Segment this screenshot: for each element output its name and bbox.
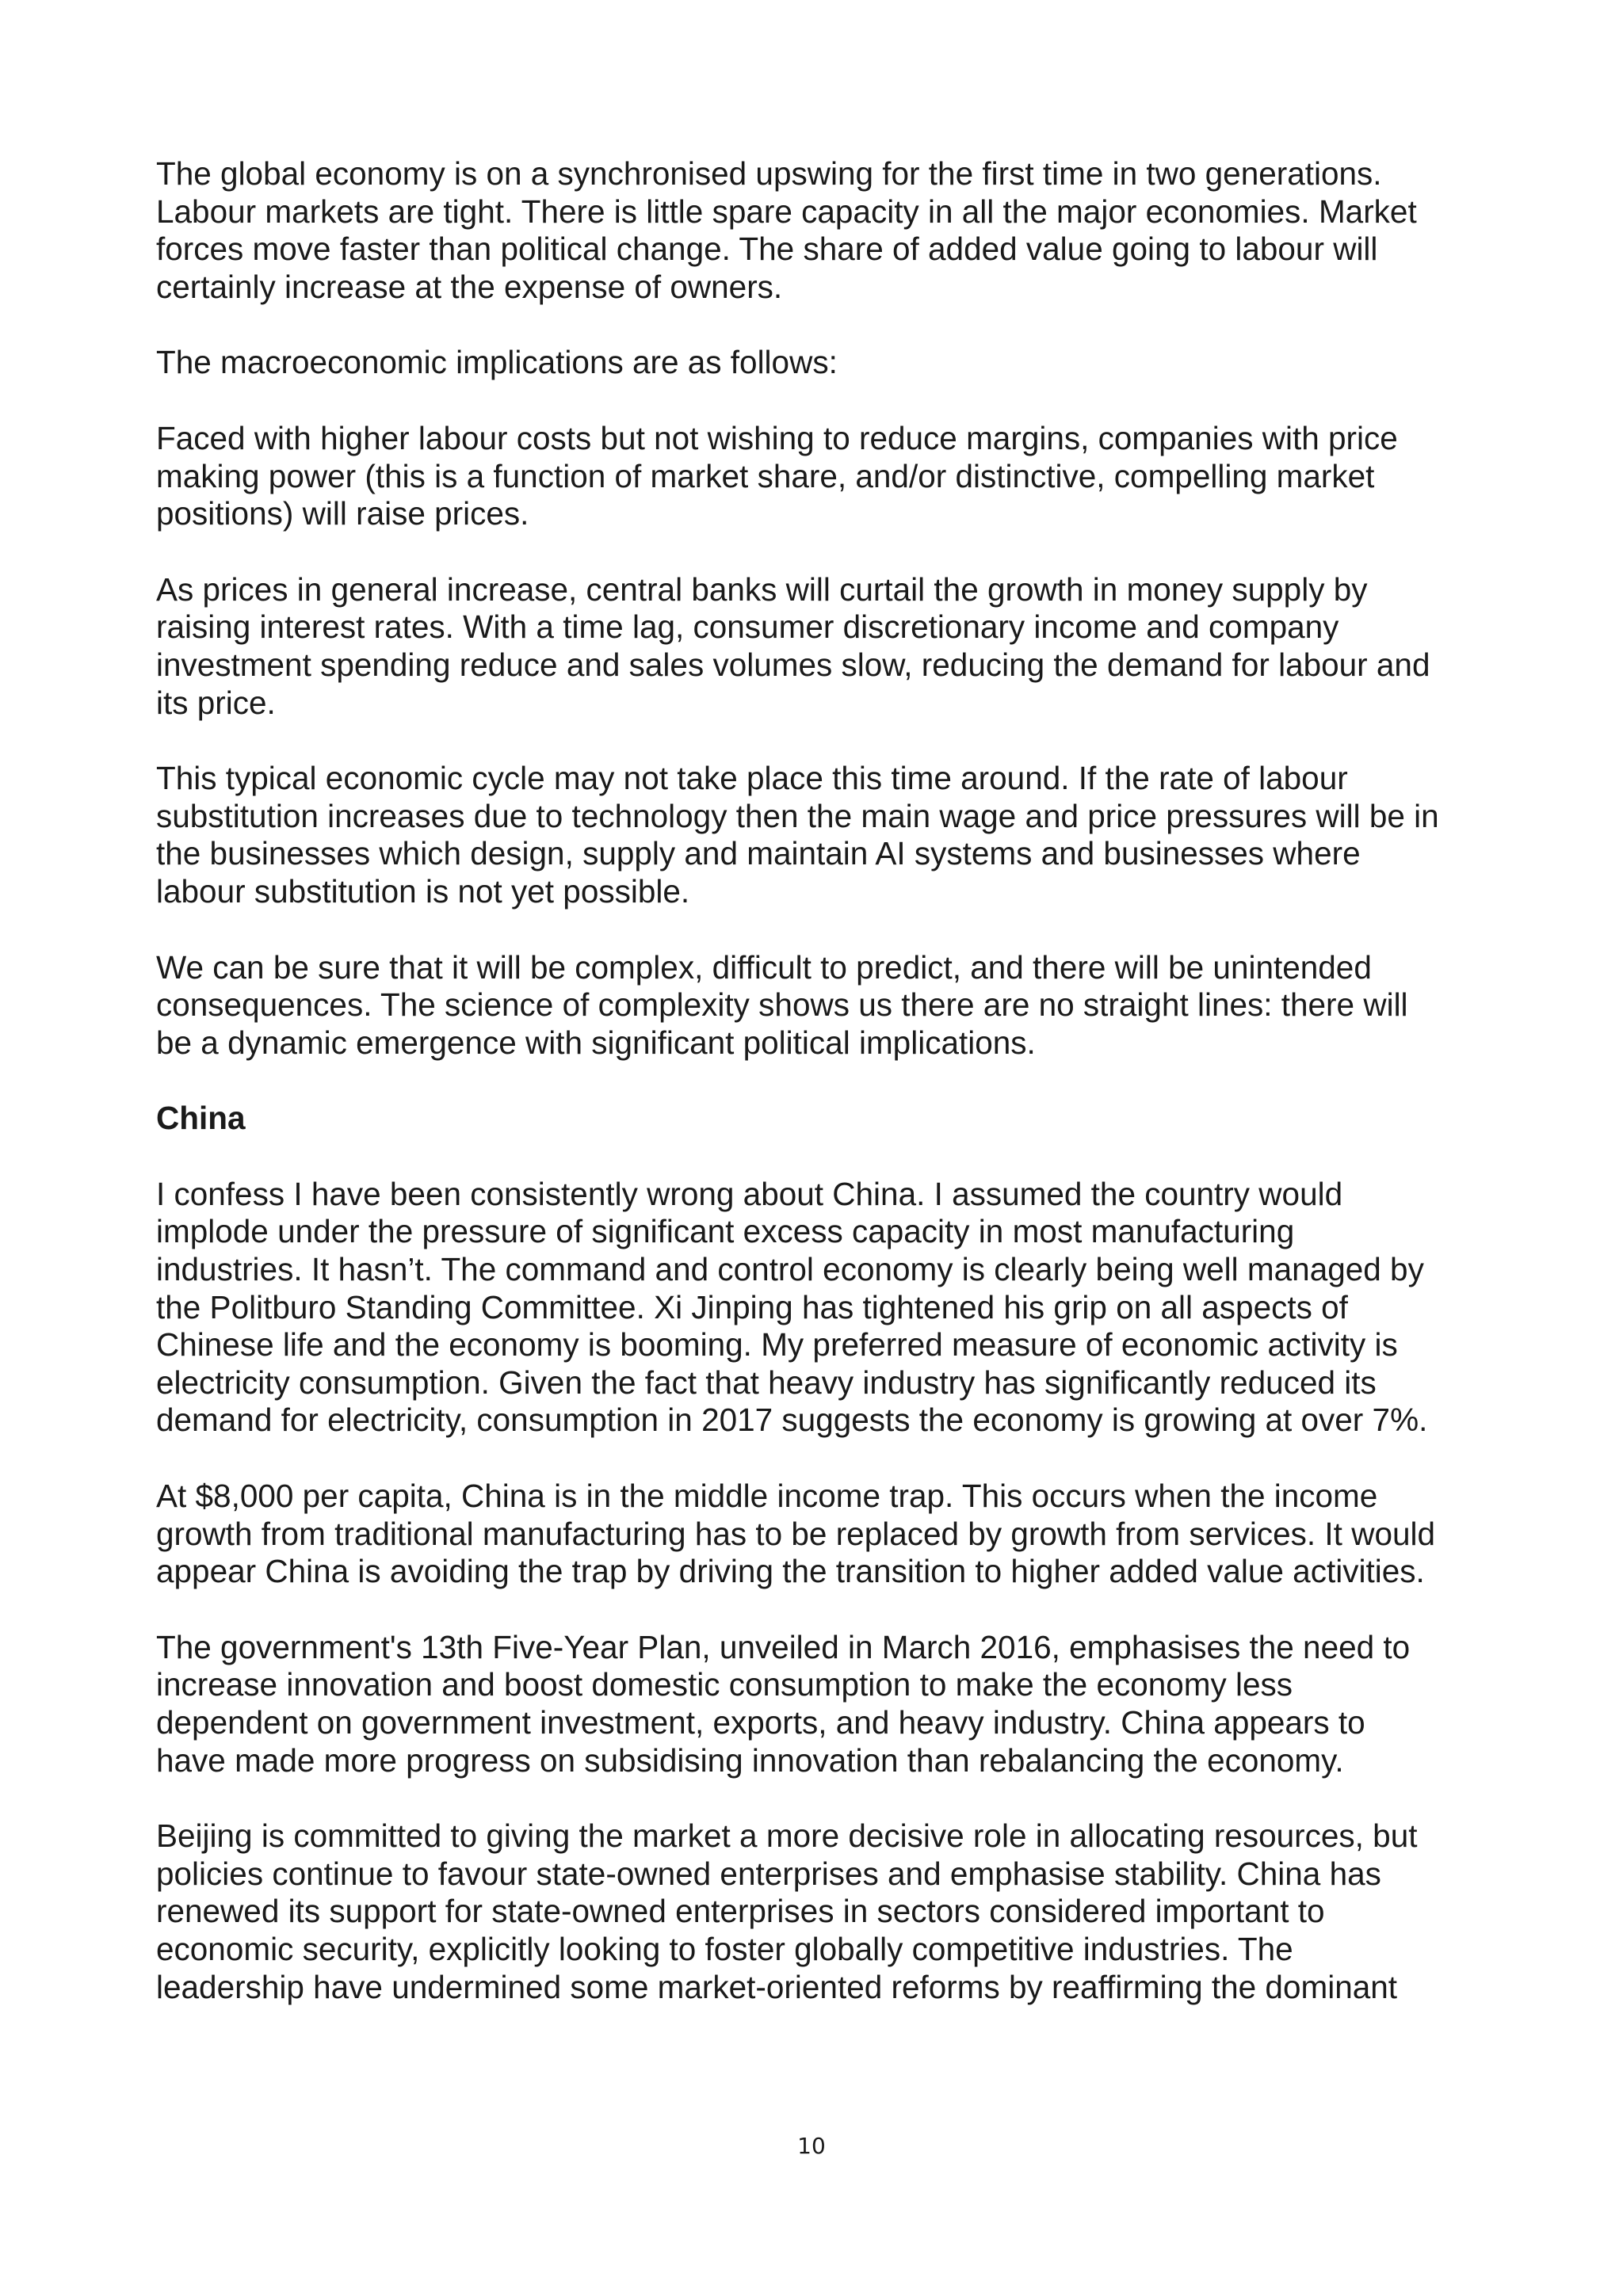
- paragraph-synchronised-upswing: The global economy is on a synchronised upswing for the first time in two generations. Labour markets are tight. There is little spare capacity in all the major economies. Market forces move faster than political change. The share of added value going to labour will certainly increase at the expense of owners.: [156, 155, 1417, 305]
- paragraph-middle-income-trap: At $8,000 per capita, China is in the middle income trap. This occurs when the income growth from traditional manufacturing has to be replaced by growth from services. It would appear China is avoiding the trap by driving the transition to higher added value activities.: [156, 1478, 1436, 1590]
- paragraph-china-confession: I confess I have been consistently wrong about China. I assumed the country would implode under the pressure of significant excess capacity in most manufacturing industries. It hasn’t. The command and control economy is clearly being well managed by the Politburo Standing Committee. Xi Jinping has tightened his grip on all aspects of Chinese life and the economy is booming. My preferred measure of economic activity is electricity consumption. Given the fact that heavy industry has significantly reduced its demand for electricity, consumption in 2017 suggests the economy is growing at over 7%.: [156, 1175, 1428, 1439]
- page-number: 10: [797, 2133, 826, 2159]
- paragraph-economic-cycle: This typical economic cycle may not take place this time around. If the rate of labour substitution increases due to technology then the main wage and price pressures will be in the businesses which design, supply and maintain AI systems and businesses where labour substitution is not yet possible.: [156, 760, 1439, 910]
- paragraph-state-owned-enterprises: Beijing is committed to giving the market a more decisive role in allocating resources, but policies continue to favour state-owned enterprises and emphasise stability. China has renewed its support for state-owned enterprises in sectors considered important to economic security, explicitly looking to foster globally competitive industries. The leadership have undermined some market-oriented reforms by reaffirming the dominant: [156, 1817, 1418, 2005]
- paragraph-interest-rates: As prices in general increase, central banks will curtail the growth in money supply by raising interest rates. With a time lag, consumer discretionary income and company investment spending reduce and sales volumes slow, reducing the demand for labour and its price.: [156, 570, 1430, 721]
- page-body: [156, 155, 1487, 2044]
- section-heading-china: China: [156, 1100, 246, 1137]
- paragraph-raise-prices: Faced with higher labour costs but not wishing to reduce margins, companies with price making power (this is a function of market share, and/or distinctive, compelling market positions) will raise prices.: [156, 419, 1398, 532]
- paragraph-five-year-plan: The government's 13th Five-Year Plan, unveiled in March 2016, emphasises the need to increase innovation and boost domestic consumption to make the economy less dependent on government investment, exports, and heavy industry. China appears to have made more progress on subsidising innovation than rebalancing the economy.: [156, 1628, 1411, 1779]
- paragraph-complexity: We can be sure that it will be complex, difficult to predict, and there will be unintended consequences. The science of complexity shows us there are no straight lines: there will be a dynamic emergence with significant political implications.: [156, 948, 1408, 1061]
- paragraph-macro-implications-intro: The macroeconomic implications are as follows:: [156, 344, 838, 381]
